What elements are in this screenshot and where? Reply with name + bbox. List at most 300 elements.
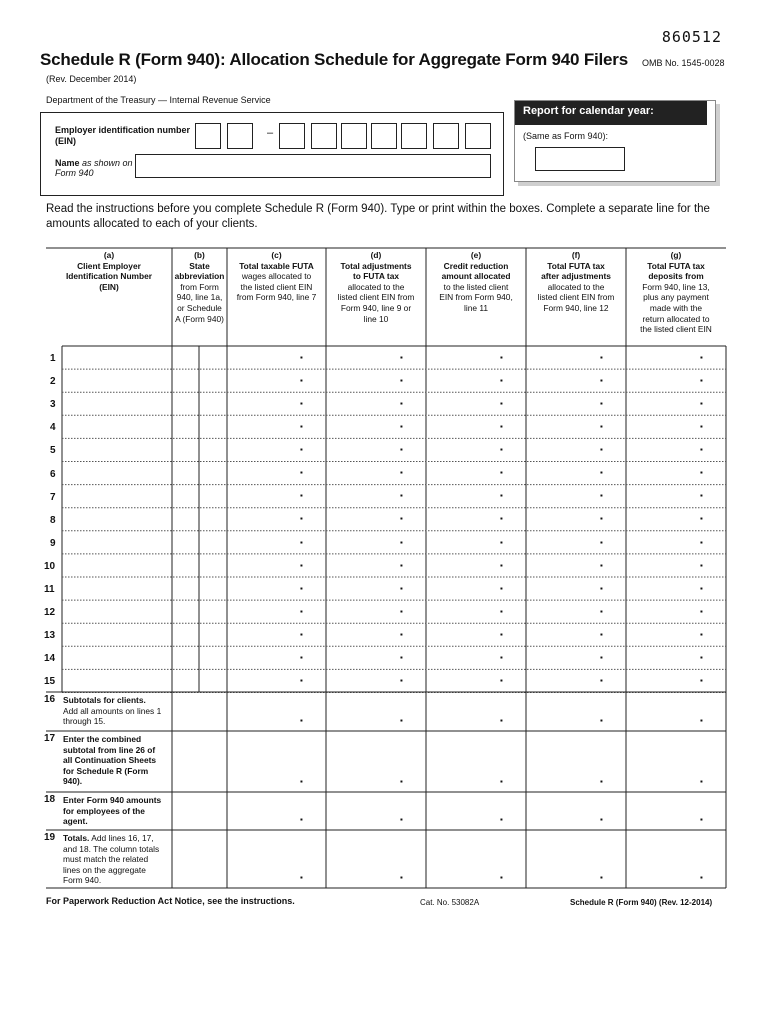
amount-cell[interactable] [528, 649, 624, 667]
amount-cell[interactable] [628, 626, 724, 644]
decimal-marker: ▪ [400, 468, 403, 478]
decimal-marker: ▪ [400, 537, 403, 547]
amount-cell[interactable] [229, 811, 324, 829]
ein-cell[interactable] [64, 533, 171, 552]
amount-cell[interactable] [428, 773, 524, 791]
amount-cell[interactable] [328, 441, 424, 459]
decimal-marker: ▪ [500, 777, 503, 786]
decimal-marker: ▪ [500, 491, 503, 501]
amount-cell[interactable] [628, 534, 724, 552]
summary-row-label-line: Totals. Add lines 16, 17, [63, 833, 154, 843]
decimal-marker: ▪ [300, 468, 303, 478]
decimal-marker: ▪ [600, 398, 603, 408]
ein-cell[interactable] [64, 371, 171, 390]
amount-cell[interactable] [229, 464, 324, 482]
amount-cell[interactable] [528, 672, 624, 690]
decimal-marker: ▪ [300, 491, 303, 501]
state-cell-1[interactable] [173, 348, 198, 367]
amount-cell[interactable] [528, 869, 624, 887]
decimal-marker: ▪ [300, 873, 303, 882]
decimal-marker: ▪ [500, 676, 503, 686]
column-header-f [526, 250, 626, 314]
decimal-marker: ▪ [600, 777, 603, 786]
decimal-marker: ▪ [600, 445, 603, 455]
decimal-marker: ▪ [300, 777, 303, 786]
amount-cell[interactable] [528, 811, 624, 829]
amount-cell[interactable] [628, 580, 724, 598]
amount-cell[interactable] [628, 557, 724, 575]
column-header-line: allocated to the [547, 281, 605, 292]
decimal-marker: ▪ [400, 398, 403, 408]
state-cell-2[interactable] [200, 417, 226, 436]
amount-cell[interactable] [328, 418, 424, 436]
column-header-line: State [189, 260, 210, 271]
summary-row-label [63, 695, 175, 727]
amount-cell[interactable] [428, 869, 524, 887]
amount-cell[interactable] [428, 672, 524, 690]
decimal-marker: ▪ [700, 653, 703, 662]
amount-cell[interactable] [428, 487, 524, 505]
amount-cell[interactable] [229, 712, 324, 730]
summary-row-label-line: subtotal from line 26 of [63, 744, 156, 755]
decimal-marker: ▪ [500, 560, 503, 570]
state-cell-2[interactable] [200, 602, 226, 621]
amount-cell[interactable] [428, 534, 524, 552]
state-cell-2[interactable] [200, 625, 226, 644]
decimal-marker: ▪ [500, 583, 503, 593]
decimal-marker: ▪ [400, 491, 403, 501]
amount-cell[interactable] [328, 626, 424, 644]
amount-cell[interactable] [628, 349, 724, 367]
footer-paperwork-notice: For Paperwork Reduction Act Notice, see the instructions. [46, 896, 295, 906]
line-number: 13 [44, 630, 56, 642]
decimal-marker: ▪ [700, 716, 703, 725]
decimal-marker: ▪ [300, 583, 303, 593]
line-number: 9 [50, 537, 56, 549]
column-header-line: Credit reduction [443, 260, 509, 271]
decimal-marker: ▪ [300, 514, 303, 524]
amount-cell[interactable] [328, 372, 424, 390]
amount-cell[interactable] [229, 487, 324, 505]
column-header-line: Total adjustments [340, 260, 412, 271]
name-label-rest: as shown on [79, 158, 133, 168]
column-header-line: (a) [103, 250, 115, 260]
state-cell-1[interactable] [173, 625, 198, 644]
decimal-marker: ▪ [500, 375, 503, 385]
ein-cell[interactable] [64, 464, 171, 483]
line-number: 6 [50, 468, 56, 480]
column-header-line: from Form [180, 281, 219, 292]
column-header-line: deposits from [648, 271, 704, 282]
column-header-e [426, 250, 526, 314]
amount-cell[interactable] [428, 557, 524, 575]
department: Department of the Treasury — Internal Revenue Service [46, 95, 271, 105]
decimal-marker: ▪ [700, 873, 703, 882]
amount-cell[interactable] [628, 395, 724, 413]
decimal-marker: ▪ [700, 676, 703, 686]
summary-row-label-line: Enter the combined [63, 734, 142, 744]
amount-cell[interactable] [229, 534, 324, 552]
amount-cell[interactable] [628, 869, 724, 887]
decimal-marker: ▪ [400, 422, 403, 431]
amount-cell[interactable] [229, 580, 324, 598]
ein-cell[interactable] [64, 510, 171, 529]
ein-cell[interactable] [64, 671, 171, 690]
ein-label-line2: (EIN) [55, 136, 76, 146]
amount-cell[interactable] [229, 418, 324, 436]
amount-cell[interactable] [428, 580, 524, 598]
decimal-marker: ▪ [500, 537, 503, 547]
summary-row-label-line: agent. [63, 816, 88, 826]
amount-cell[interactable] [528, 487, 624, 505]
ein-cell[interactable] [64, 602, 171, 621]
amount-cell[interactable] [428, 441, 524, 459]
amount-cell[interactable] [328, 395, 424, 413]
amount-cell[interactable] [528, 603, 624, 621]
amount-cell[interactable] [528, 372, 624, 390]
amount-cell[interactable] [628, 487, 724, 505]
decimal-marker: ▪ [600, 629, 603, 639]
decimal-marker: ▪ [500, 653, 503, 662]
amount-cell[interactable] [328, 672, 424, 690]
decimal-marker: ▪ [400, 873, 403, 882]
amount-cell[interactable] [328, 773, 424, 791]
column-header-line: Form 940, line 13, [642, 281, 710, 292]
decimal-marker: ▪ [600, 653, 603, 662]
amount-cell[interactable] [328, 349, 424, 367]
column-header-a [46, 250, 172, 292]
summary-row-label [63, 734, 175, 787]
decimal-marker: ▪ [300, 445, 303, 455]
amount-cell[interactable] [229, 649, 324, 667]
column-header-line: plus any payment [643, 292, 709, 303]
decimal-marker: ▪ [400, 653, 403, 662]
ein-cell[interactable] [64, 440, 171, 459]
state-cell-2[interactable] [200, 556, 226, 575]
amount-cell[interactable] [428, 603, 524, 621]
ein-cell[interactable] [64, 348, 171, 367]
amount-cell[interactable] [528, 626, 624, 644]
amount-cell[interactable] [528, 349, 624, 367]
state-cell-1[interactable] [173, 464, 198, 483]
amount-cell[interactable] [528, 418, 624, 436]
amount-cell[interactable] [528, 395, 624, 413]
decimal-marker: ▪ [600, 606, 603, 616]
amount-cell[interactable] [328, 580, 424, 598]
state-cell-1[interactable] [173, 440, 198, 459]
decimal-marker: ▪ [600, 352, 603, 362]
column-header-line: (e) [470, 250, 482, 260]
column-header-line: (f) [571, 250, 581, 260]
column-header-line: (EIN) [99, 281, 119, 292]
column-header-line: Total FUTA tax [547, 260, 605, 271]
decimal-marker: ▪ [700, 629, 703, 639]
decimal-marker: ▪ [300, 629, 303, 639]
decimal-marker: ▪ [400, 375, 403, 385]
state-cell-2[interactable] [200, 510, 226, 529]
decimal-marker: ▪ [400, 629, 403, 639]
amount-cell[interactable] [528, 580, 624, 598]
amount-cell[interactable] [328, 557, 424, 575]
decimal-marker: ▪ [300, 815, 303, 824]
amount-cell[interactable] [628, 441, 724, 459]
summary-row-label-line: Enter Form 940 amounts [63, 795, 162, 805]
ein-cell[interactable] [64, 417, 171, 436]
decimal-marker: ▪ [500, 606, 503, 616]
decimal-marker: ▪ [700, 815, 703, 824]
decimal-marker: ▪ [700, 560, 703, 570]
ein-cell[interactable] [64, 625, 171, 644]
amount-cell[interactable] [628, 418, 724, 436]
line-number: 4 [50, 422, 56, 434]
summary-row-label-line: must match the related [63, 854, 149, 864]
decimal-marker: ▪ [700, 445, 703, 455]
footer-cat-number: Cat. No. 53082A [420, 898, 480, 907]
decimal-marker: ▪ [300, 716, 303, 725]
state-cell-2[interactable] [200, 579, 226, 598]
amount-cell[interactable] [428, 626, 524, 644]
state-cell-1[interactable] [173, 602, 198, 621]
column-header-line: Client Employer [77, 260, 141, 271]
column-header-line: listed client EIN from [337, 292, 415, 303]
amount-cell[interactable] [628, 464, 724, 482]
decimal-marker: ▪ [700, 777, 703, 786]
summary-row-label-line: and 18. The column totals [63, 843, 160, 854]
summary-row-label-line: for employees of the [63, 805, 145, 816]
column-header-line: return allocated to [642, 313, 710, 324]
amount-cell[interactable] [628, 372, 724, 390]
amount-cell[interactable] [229, 441, 324, 459]
state-cell-1[interactable] [173, 533, 198, 552]
amount-cell[interactable] [428, 811, 524, 829]
amount-cell[interactable] [528, 712, 624, 730]
column-header-line: line 11 [463, 302, 489, 313]
amount-cell[interactable] [328, 712, 424, 730]
amount-cell[interactable] [229, 372, 324, 390]
line-number: 8 [50, 514, 56, 526]
ein-cell[interactable] [64, 579, 171, 598]
amount-cell[interactable] [528, 464, 624, 482]
column-header-line: 940, line 1a, [176, 292, 223, 303]
ein-cell[interactable] [64, 556, 171, 575]
column-header-line: line 10 [363, 313, 389, 324]
amount-cell[interactable] [628, 649, 724, 667]
summary-row-label-line: all Continuation Sheets [63, 755, 157, 765]
amount-cell[interactable] [428, 510, 524, 528]
line-number: 16 [44, 694, 56, 705]
decimal-marker: ▪ [500, 445, 503, 455]
summary-row-label [63, 833, 175, 886]
amount-cell[interactable] [628, 672, 724, 690]
amount-cell[interactable] [229, 869, 324, 887]
state-cell-1[interactable] [173, 487, 198, 506]
summary-row-label-line: Form 940. [63, 875, 102, 885]
line-number: 7 [50, 491, 56, 503]
state-cell-1[interactable] [173, 394, 198, 413]
state-cell-1[interactable] [173, 579, 198, 598]
line-number: 11 [44, 584, 55, 595]
decimal-marker: ▪ [500, 873, 503, 882]
decimal-marker: ▪ [700, 398, 703, 408]
amount-cell[interactable] [229, 672, 324, 690]
decimal-marker: ▪ [500, 514, 503, 524]
state-cell-2[interactable] [200, 671, 226, 690]
summary-row-label-line: 940). [63, 776, 83, 786]
decimal-marker: ▪ [400, 606, 403, 616]
column-header-line: A (Form 940) [175, 313, 224, 324]
amount-cell[interactable] [428, 464, 524, 482]
column-header-line: from Form 940, line 7 [236, 292, 317, 303]
column-header-line: the listed client EIN [240, 281, 313, 292]
amount-cell[interactable] [628, 712, 724, 730]
ein-cell[interactable] [64, 394, 171, 413]
footer-form-id: Schedule R (Form 940) (Rev. 12-2014) [570, 898, 713, 907]
column-header-line: Identification Number [65, 271, 153, 282]
ein-dash: – [267, 127, 274, 139]
decimal-marker: ▪ [500, 468, 503, 478]
column-header-line: or Schedule [177, 302, 222, 313]
decimal-marker: ▪ [600, 468, 603, 478]
state-cell-1[interactable] [173, 417, 198, 436]
state-cell-2[interactable] [200, 464, 226, 483]
amount-cell[interactable] [428, 395, 524, 413]
column-header-line: Form 940, line 12 [543, 302, 609, 313]
line-number: 5 [50, 445, 56, 457]
amount-cell[interactable] [428, 649, 524, 667]
decimal-marker: ▪ [300, 422, 303, 431]
summary-row-label-line: Subtotals for clients. [63, 695, 146, 705]
ein-cell[interactable] [64, 648, 171, 667]
state-cell-1[interactable] [173, 648, 198, 667]
line-number: 10 [44, 560, 56, 572]
summary-row-label-line: through 15. [63, 716, 106, 726]
decimal-marker: ▪ [700, 375, 703, 385]
decimal-marker: ▪ [500, 815, 503, 824]
state-cell-1[interactable] [173, 671, 198, 690]
decimal-marker: ▪ [600, 583, 603, 593]
decimal-marker: ▪ [600, 676, 603, 686]
amount-cell[interactable] [528, 534, 624, 552]
state-cell-2[interactable] [200, 394, 226, 413]
amount-cell[interactable] [428, 712, 524, 730]
decimal-marker: ▪ [600, 375, 603, 385]
amount-cell[interactable] [328, 510, 424, 528]
column-header-line: amount allocated [441, 271, 511, 282]
column-header-line: wages allocated to [241, 271, 312, 282]
decimal-marker: ▪ [300, 375, 303, 385]
decimal-marker: ▪ [300, 653, 303, 662]
column-header-line: Total taxable FUTA [239, 260, 314, 271]
omb-number: OMB No. 1545-0028 [642, 58, 725, 68]
state-cell-2[interactable] [200, 487, 226, 506]
decimal-marker: ▪ [400, 560, 403, 570]
amount-cell[interactable] [328, 811, 424, 829]
form-title: Schedule R (Form 940): Allocation Schedule for Aggregate Form 940 Filers [40, 50, 628, 69]
amount-cell[interactable] [528, 773, 624, 791]
amount-cell[interactable] [229, 349, 324, 367]
decimal-marker: ▪ [700, 491, 703, 501]
amount-cell[interactable] [229, 510, 324, 528]
amount-cell[interactable] [229, 557, 324, 575]
decimal-marker: ▪ [400, 583, 403, 593]
amount-cell[interactable] [528, 557, 624, 575]
state-cell-2[interactable] [200, 348, 226, 367]
decimal-marker: ▪ [700, 514, 703, 524]
form-code: 860512 [661, 28, 722, 46]
decimal-marker: ▪ [300, 560, 303, 570]
amount-cell[interactable] [328, 464, 424, 482]
amount-cell[interactable] [628, 773, 724, 791]
amount-cell[interactable] [328, 649, 424, 667]
amount-cell[interactable] [328, 487, 424, 505]
state-cell-1[interactable] [173, 371, 198, 390]
state-cell-2[interactable] [200, 533, 226, 552]
decimal-marker: ▪ [700, 352, 703, 362]
summary-row-label [63, 795, 175, 827]
decimal-marker: ▪ [300, 606, 303, 616]
decimal-marker: ▪ [600, 815, 603, 824]
decimal-marker: ▪ [600, 514, 603, 524]
ein-label-line1: Employer identification number [55, 125, 191, 135]
decimal-marker: ▪ [400, 815, 403, 824]
column-header-b [172, 250, 227, 324]
decimal-marker: ▪ [500, 629, 503, 639]
amount-cell[interactable] [628, 510, 724, 528]
state-cell-1[interactable] [173, 556, 198, 575]
decimal-marker: ▪ [400, 352, 403, 362]
column-header-g [626, 250, 726, 335]
decimal-marker: ▪ [600, 422, 603, 431]
state-cell-2[interactable] [200, 440, 226, 459]
amount-cell[interactable] [428, 418, 524, 436]
decimal-marker: ▪ [300, 352, 303, 362]
column-header-line: allocated to the [347, 281, 405, 292]
amount-cell[interactable] [328, 603, 424, 621]
line-number: 3 [50, 399, 56, 411]
summary-row-label-line: Add all amounts on lines 1 [63, 705, 162, 716]
state-cell-2[interactable] [200, 371, 226, 390]
amount-cell[interactable] [229, 395, 324, 413]
amount-cell[interactable] [528, 510, 624, 528]
amount-cell[interactable] [229, 773, 324, 791]
instructions-text: Read the instructions before you complete Schedule R (Form 940). Type or print within the boxes. Complete a separate line for the amounts allocated to each of your clients. [46, 203, 710, 230]
state-cell-1[interactable] [173, 510, 198, 529]
amount-cell[interactable] [229, 603, 324, 621]
column-header-line: Form 940, line 9 or [340, 302, 412, 313]
revision-date: (Rev. December 2014) [46, 74, 137, 84]
amount-cell[interactable] [328, 534, 424, 552]
decimal-marker: ▪ [500, 716, 503, 725]
state-cell-2[interactable] [200, 648, 226, 667]
amount-cell[interactable] [328, 869, 424, 887]
amount-cell[interactable] [528, 441, 624, 459]
amount-cell[interactable] [428, 372, 524, 390]
decimal-marker: ▪ [700, 537, 703, 547]
line-number: 12 [44, 607, 56, 619]
amount-cell[interactable] [229, 626, 324, 644]
decimal-marker: ▪ [600, 491, 603, 501]
amount-cell[interactable] [428, 349, 524, 367]
line-number: 15 [44, 676, 56, 688]
decimal-marker: ▪ [500, 398, 503, 408]
decimal-marker: ▪ [300, 398, 303, 408]
decimal-marker: ▪ [700, 468, 703, 478]
ein-cell[interactable] [64, 487, 171, 506]
column-header-c [227, 250, 326, 303]
amount-cell[interactable] [628, 603, 724, 621]
amount-cell[interactable] [628, 811, 724, 829]
decimal-marker: ▪ [500, 422, 503, 431]
